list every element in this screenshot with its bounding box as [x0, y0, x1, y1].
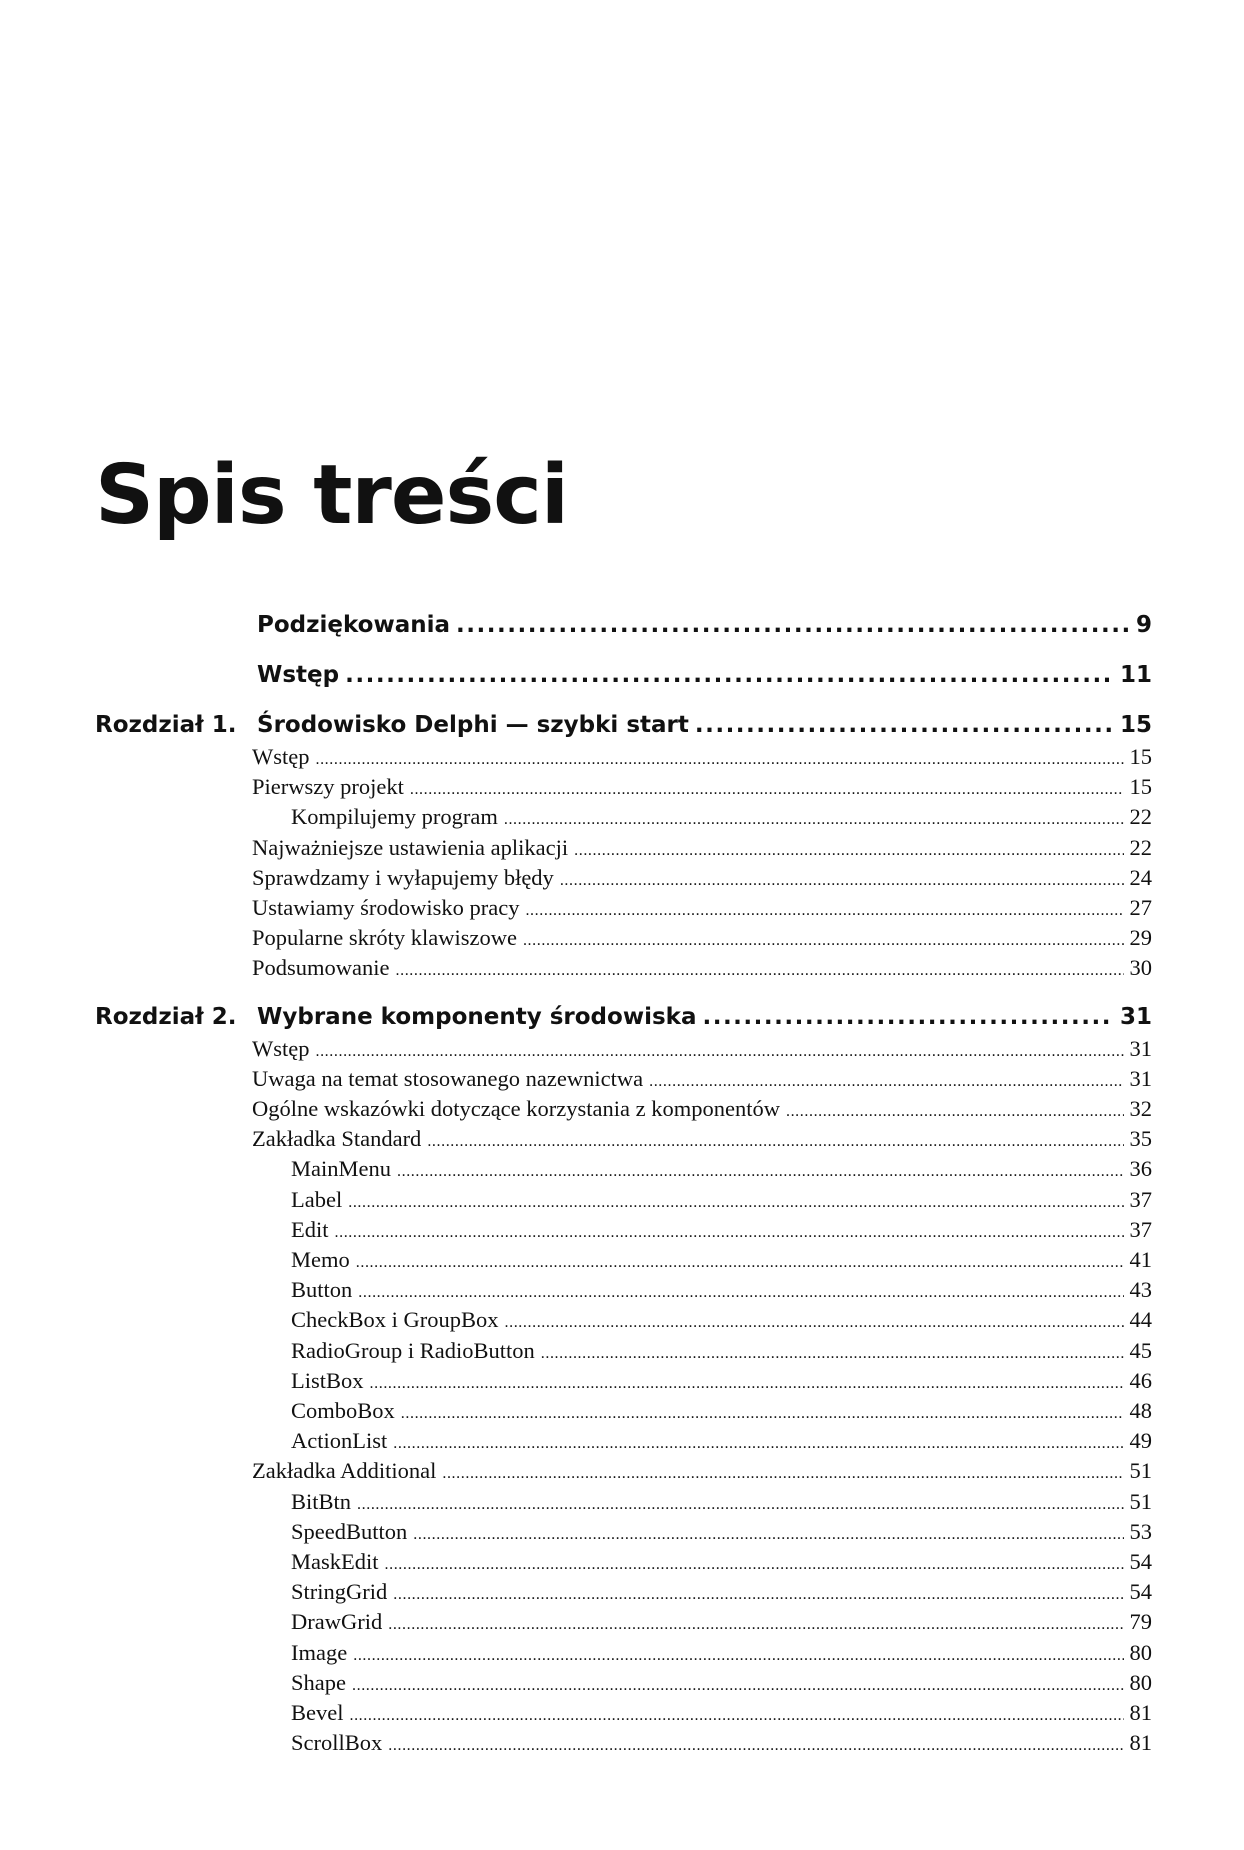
toc-entry-line	[291, 1156, 1152, 1182]
entry-title: Bevel	[291, 1700, 344, 1725]
dot-leader	[505, 1314, 1124, 1332]
toc-entry-line	[291, 1368, 1152, 1394]
entry-title: ComboBox	[291, 1398, 395, 1423]
page-number: 9	[1135, 612, 1152, 638]
toc-entry-line	[291, 1247, 1152, 1273]
toc-entry-line	[252, 1066, 1152, 1092]
entry-title: Label	[291, 1186, 343, 1212]
dot-leader	[560, 872, 1124, 890]
entry-title: Button	[291, 1277, 353, 1303]
entry-title: RadioGroup i RadioButton	[291, 1337, 535, 1363]
toc-entry-line	[291, 1307, 1152, 1333]
dot-leader	[574, 842, 1123, 860]
dot-leader	[388, 1616, 1123, 1634]
toc-entry-line	[291, 1217, 1152, 1243]
entry-title: Shape	[291, 1669, 346, 1695]
toc-entry-line	[257, 612, 1152, 638]
toc-entry-line	[291, 1579, 1152, 1605]
dot-leader	[413, 1526, 1123, 1544]
entry-title: MaskEdit	[291, 1549, 379, 1574]
toc-entry-line	[252, 1126, 1152, 1152]
page-number: 32	[1129, 1096, 1152, 1121]
dot-leader	[358, 1284, 1123, 1302]
entry-title: ActionList	[291, 1428, 388, 1454]
page-number: 51	[1129, 1458, 1152, 1484]
entry-title: CheckBox i GroupBox	[291, 1307, 499, 1333]
page-number: 51	[1129, 1488, 1152, 1514]
toc-entry-line	[291, 1730, 1152, 1756]
page-number: 22	[1129, 804, 1152, 830]
dot-leader	[352, 1677, 1124, 1695]
page-number: 41	[1129, 1247, 1152, 1272]
dot-leader	[335, 1224, 1124, 1242]
page-number: 80	[1129, 1639, 1152, 1665]
page-title: Spis treści	[95, 448, 568, 543]
entry-title: Wstęp	[257, 662, 340, 688]
entry-title: Wstęp	[252, 1035, 310, 1061]
toc-entry-line	[252, 774, 1152, 800]
page-number: 15	[1119, 712, 1152, 738]
page-number: 15	[1129, 744, 1152, 769]
page-number: 49	[1129, 1428, 1152, 1454]
dot-leader	[504, 811, 1124, 829]
entry-title: Wstęp	[252, 744, 310, 769]
dot-leader	[410, 781, 1124, 799]
entry-title: ScrollBox	[291, 1730, 383, 1756]
entry-title: Popularne skróty klawiszowe	[252, 925, 517, 951]
entry-title: SpeedButton	[291, 1518, 408, 1544]
dot-leader	[393, 1586, 1123, 1604]
dot-leader	[396, 962, 1124, 980]
page-number: 31	[1129, 1065, 1152, 1091]
page-number: 11	[1119, 662, 1152, 688]
toc-entry-line	[252, 1036, 1152, 1062]
page-number: 80	[1129, 1669, 1152, 1695]
toc-entry-line	[291, 1398, 1152, 1424]
page-number: 46	[1129, 1367, 1152, 1393]
page-number: 22	[1129, 834, 1152, 860]
toc-entry-line	[252, 835, 1152, 861]
page-number: 37	[1129, 1186, 1152, 1212]
toc-entry-line	[257, 1004, 1152, 1030]
toc-entry-line	[252, 1096, 1152, 1122]
toc-entry-line	[291, 1640, 1152, 1666]
entry-title: Środowisko Delphi — szybki start	[257, 712, 689, 738]
entry-title: Ogólne wskazówki dotyczące korzystania z komponentów	[252, 1096, 780, 1121]
page-number: 31	[1129, 1035, 1152, 1061]
toc-entry-line	[257, 712, 1152, 738]
entry-title: Ustawiamy środowisko pracy	[252, 895, 520, 920]
entry-title: Uwaga na temat stosowanego nazewnictwa	[252, 1065, 644, 1091]
dot-leader	[523, 932, 1124, 950]
entry-title: ListBox	[291, 1367, 364, 1393]
dot-leader	[356, 1254, 1124, 1272]
page-number: 24	[1129, 864, 1152, 890]
toc-entry-line	[291, 1519, 1152, 1545]
page-number: 36	[1129, 1156, 1152, 1182]
dot-leader	[442, 1465, 1123, 1483]
dot-leader	[388, 1737, 1123, 1755]
toc-entry-line	[291, 1489, 1152, 1515]
toc-entry-line	[291, 804, 1152, 830]
page-number: 29	[1129, 925, 1152, 951]
dot-leader	[349, 1707, 1123, 1725]
entry-title: BitBtn	[291, 1488, 352, 1514]
toc-entry-line	[291, 1549, 1152, 1575]
toc-entry-line	[257, 662, 1152, 688]
page-number: 81	[1129, 1700, 1152, 1725]
page-number: 35	[1129, 1126, 1152, 1152]
page-number: 79	[1129, 1609, 1152, 1635]
dot-leader	[525, 902, 1123, 920]
toc-entry-line	[291, 1700, 1152, 1726]
dot-leader	[702, 1004, 1114, 1030]
toc-entry-line	[291, 1428, 1152, 1454]
page-number: 81	[1129, 1730, 1152, 1756]
dot-leader	[397, 1163, 1124, 1181]
entry-title: Image	[291, 1639, 348, 1665]
page-number: 37	[1129, 1216, 1152, 1242]
toc-entry-line	[252, 895, 1152, 921]
entry-title: StringGrid	[291, 1579, 388, 1605]
page-number: 54	[1129, 1549, 1152, 1574]
dot-leader	[348, 1194, 1123, 1212]
dot-leader	[649, 1073, 1123, 1091]
entry-title: Sprawdzamy i wyłapujemy błędy	[252, 864, 554, 890]
page-number: 53	[1129, 1518, 1152, 1544]
dot-leader	[456, 612, 1130, 638]
dot-leader	[315, 751, 1123, 769]
page-number: 54	[1129, 1579, 1152, 1605]
toc-entry-line	[252, 925, 1152, 951]
entry-title: DrawGrid	[291, 1609, 383, 1635]
page-number: 43	[1129, 1277, 1152, 1303]
entry-title: Najważniejsze ustawienia aplikacji	[252, 834, 569, 860]
chapter-label: Rozdział 1.	[95, 712, 237, 738]
toc-entry-line	[291, 1187, 1152, 1213]
dot-leader	[315, 1043, 1123, 1061]
toc-entry-line	[291, 1277, 1152, 1303]
page-number: 45	[1129, 1337, 1152, 1363]
entry-title: Edit	[291, 1216, 329, 1242]
page-number: 15	[1129, 774, 1152, 800]
dot-leader	[695, 712, 1114, 738]
dot-leader	[401, 1405, 1124, 1423]
toc-entry-line	[252, 865, 1152, 891]
toc-entry-line	[291, 1609, 1152, 1635]
dot-leader	[427, 1133, 1123, 1151]
toc-entry-line	[252, 955, 1152, 981]
chapter-label: Rozdział 2.	[95, 1003, 237, 1030]
page-number: 27	[1129, 895, 1152, 920]
toc-entry-line	[252, 744, 1152, 770]
entry-title: Pierwszy projekt	[252, 774, 404, 800]
page-number: 48	[1129, 1398, 1152, 1423]
dot-leader	[385, 1556, 1124, 1574]
toc-entry-line	[291, 1338, 1152, 1364]
dot-leader	[541, 1345, 1124, 1363]
dot-leader	[370, 1375, 1124, 1393]
dot-leader	[353, 1647, 1123, 1665]
entry-title: Podziękowania	[257, 612, 451, 638]
entry-title: Zakładka Additional	[252, 1458, 437, 1484]
toc-entry-line	[291, 1670, 1152, 1696]
page-number: 44	[1129, 1307, 1152, 1333]
entry-title: Wybrane komponenty środowiska	[257, 1003, 697, 1030]
toc-entry-line	[252, 1458, 1152, 1484]
page-number: 30	[1129, 955, 1152, 981]
entry-title: MainMenu	[291, 1156, 391, 1182]
entry-title: Podsumowanie	[252, 955, 390, 981]
entry-title: Memo	[291, 1247, 350, 1272]
entry-title: Zakładka Standard	[252, 1126, 422, 1152]
page-number: 31	[1119, 1003, 1152, 1030]
dot-leader	[786, 1103, 1124, 1121]
entry-title: Kompilujemy program	[291, 804, 498, 830]
dot-leader	[357, 1496, 1123, 1514]
dot-leader	[345, 662, 1114, 688]
dot-leader	[393, 1435, 1123, 1453]
